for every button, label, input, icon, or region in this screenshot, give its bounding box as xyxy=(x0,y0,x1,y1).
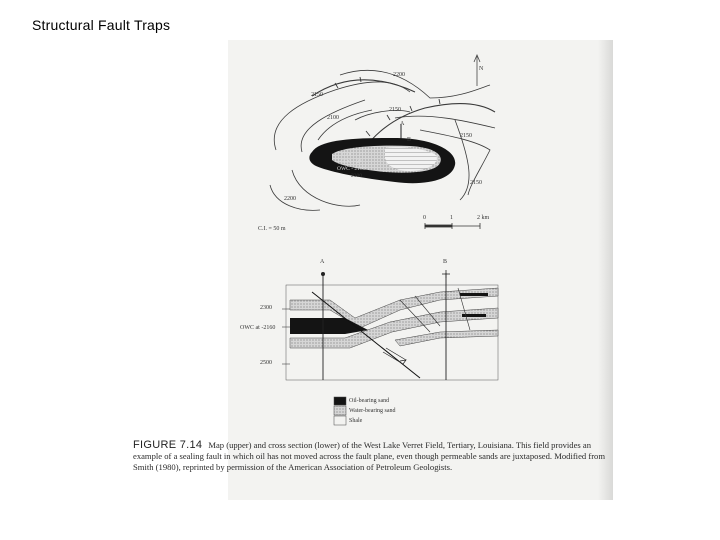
legend-label-shale: Shale xyxy=(349,418,363,424)
contour-label: 2200 xyxy=(284,196,296,202)
caption-text: Map (upper) and cross section (lower) of the West Lake Verret Field, Tertiary, Louisiana. This field provides an example of a sealing fault in which oil has not moved across the fault plane, even though permeable sands are juxtaposed. Modified from Smith (1980), reprinted by permission of the American Association of Petroleum Geologists. xyxy=(133,440,606,473)
figure-number: FIGURE 7.14 xyxy=(133,439,203,451)
legend-swatch-oil xyxy=(334,397,346,405)
scale-tick-label: 2 km xyxy=(477,215,490,221)
well-a-symbol xyxy=(321,272,325,276)
legend-label-water: Water-bearing sand xyxy=(349,408,396,414)
contour-label: 2150 xyxy=(311,92,323,98)
north-label: N xyxy=(479,66,484,72)
fault-trace xyxy=(312,80,415,96)
contour-line xyxy=(292,170,360,206)
legend-swatch-water xyxy=(334,406,346,415)
section-point-b: B xyxy=(407,137,412,143)
contour-line xyxy=(340,70,490,98)
scale-tick-label: 0 xyxy=(423,215,426,221)
contour-label: 2150 xyxy=(470,180,482,186)
legend-label-oil: Oil-bearing sand xyxy=(349,398,390,404)
owc-label: OWC at -2160 xyxy=(240,325,276,331)
scale-tick-label: 1 xyxy=(450,215,453,221)
contour-line xyxy=(395,116,495,128)
contour-interval: C.I. = 50 m xyxy=(258,226,286,232)
contour-label: 2150 xyxy=(460,133,472,139)
slide-title: Structural Fault Traps xyxy=(32,17,171,33)
depth-label: 2500 xyxy=(260,360,272,366)
well-b-symbol xyxy=(442,270,450,278)
contour-label: 2150 xyxy=(389,107,401,113)
water-sand-deep xyxy=(395,330,498,346)
legend-swatches xyxy=(334,397,346,425)
legend-swatch-shale xyxy=(334,416,346,425)
contour-label: 2200 xyxy=(393,72,405,78)
fault-arrows xyxy=(383,348,406,364)
contour-label: 2100 xyxy=(327,115,339,121)
depth-label: 2300 xyxy=(260,305,272,311)
cross-section xyxy=(282,270,498,380)
well-a-label: A xyxy=(320,259,325,265)
contact-label: OWC - 2160 xyxy=(337,166,366,172)
contact-label: GOC - 2? xyxy=(340,159,362,165)
section-point-a: A xyxy=(400,121,405,127)
contour-line xyxy=(455,120,469,200)
well-b-label: B xyxy=(443,259,448,265)
contact-label: GOC - 2? xyxy=(342,152,364,158)
map-low-label: 2300 xyxy=(351,173,362,179)
scale-bar xyxy=(425,223,480,229)
figure-caption xyxy=(133,440,611,474)
oil-sand-thin xyxy=(460,293,488,296)
oil-accumulation-map xyxy=(309,138,455,183)
